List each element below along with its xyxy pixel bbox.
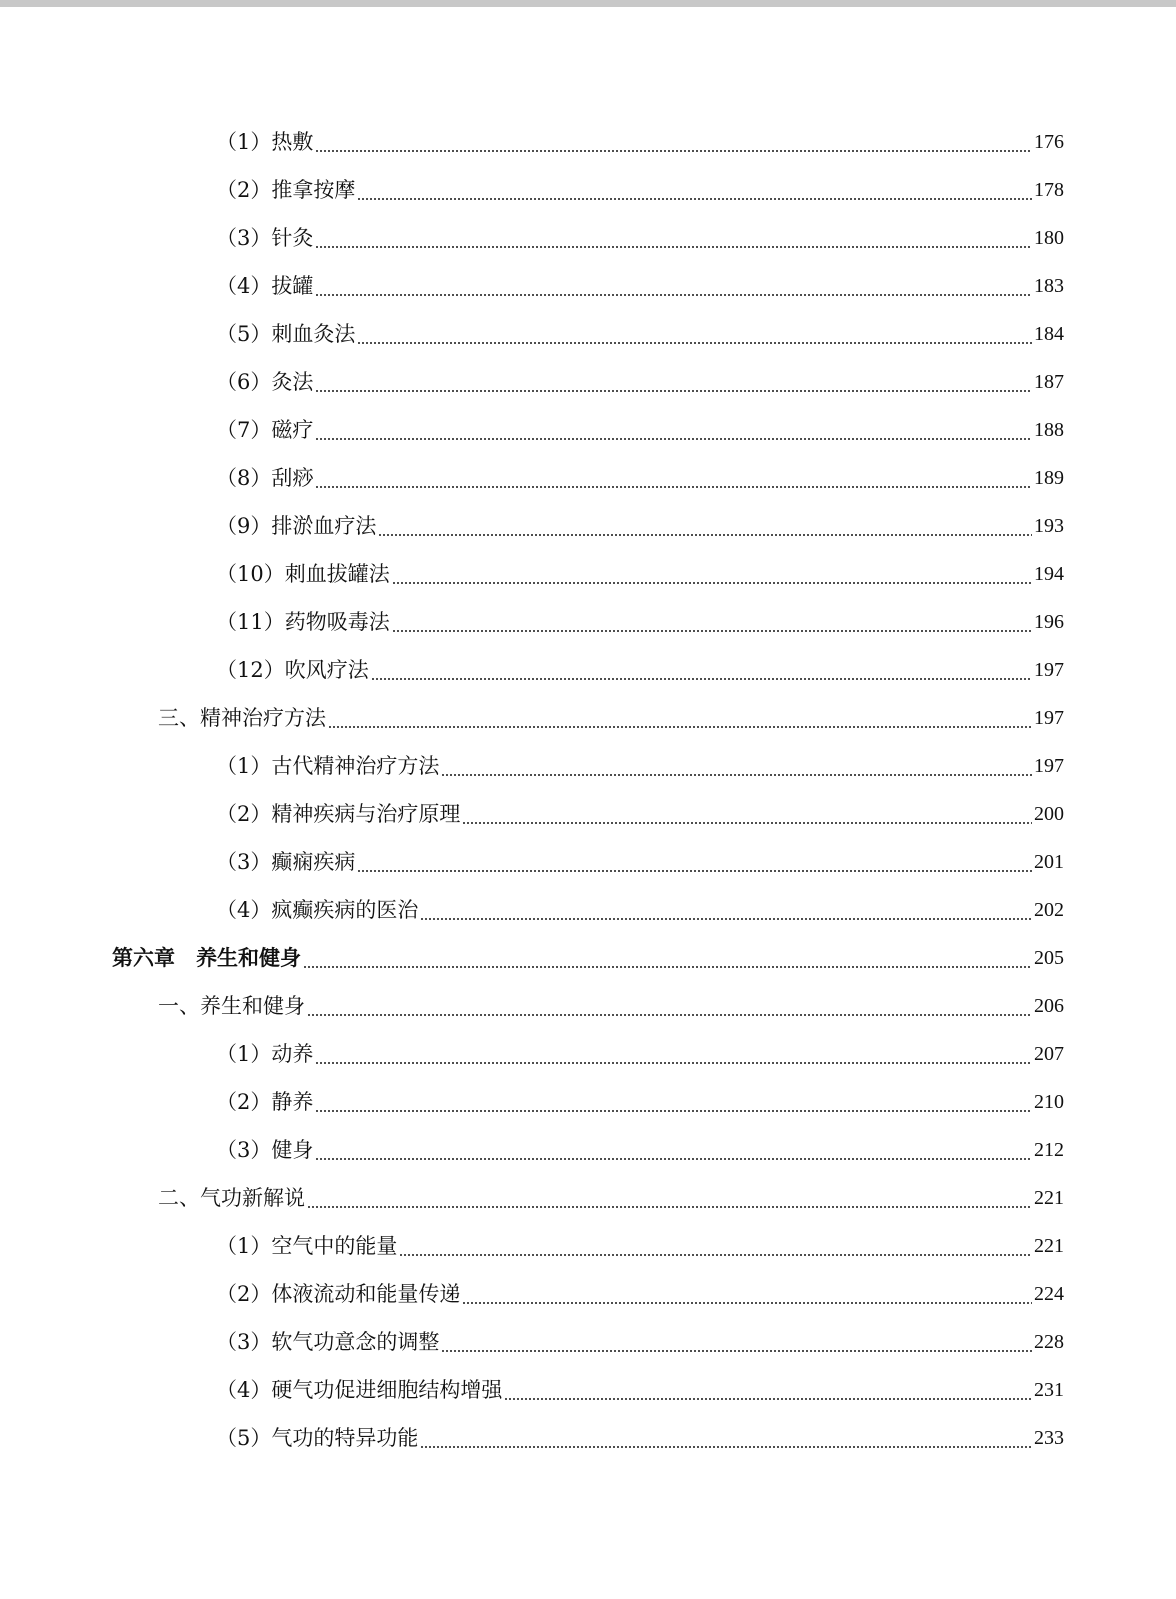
toc-entry-page: 188 xyxy=(1034,419,1064,441)
toc-entry-page: 193 xyxy=(1034,515,1064,537)
toc-entry xyxy=(0,1318,1176,1366)
toc-entry-title: （2）静养 xyxy=(216,1090,314,1114)
toc-entry xyxy=(0,1078,1176,1126)
toc-entry-page: 228 xyxy=(1034,1331,1064,1353)
dot-leader xyxy=(315,1062,1032,1064)
dot-leader xyxy=(392,582,1032,584)
toc-entry xyxy=(0,502,1176,550)
toc-entry xyxy=(0,1222,1176,1270)
toc-entry-page: 180 xyxy=(1034,227,1064,249)
toc-entry xyxy=(0,310,1176,358)
toc-entry-title: （4）硬气功促进细胞结构增强 xyxy=(216,1378,503,1402)
toc-entry-title: （5）刺血灸法 xyxy=(216,322,356,346)
toc-entry-title: （1）动养 xyxy=(216,1042,314,1066)
dot-leader xyxy=(420,918,1032,920)
toc-entry xyxy=(0,214,1176,262)
toc-section-entry xyxy=(0,982,1176,1030)
toc-entry-title: （3）癫痫疾病 xyxy=(216,850,356,874)
toc-entry-page: 197 xyxy=(1034,755,1064,777)
toc-entry-title: （2）推拿按摩 xyxy=(216,178,356,202)
toc-entry-title: （3）软气功意念的调整 xyxy=(216,1330,440,1354)
dot-leader xyxy=(307,1014,1032,1016)
dot-leader xyxy=(420,1446,1032,1448)
toc-entry-page: 201 xyxy=(1034,851,1064,873)
toc-section-entry xyxy=(0,1174,1176,1222)
toc-entry xyxy=(0,742,1176,790)
toc-entry xyxy=(0,598,1176,646)
dot-leader xyxy=(392,630,1032,632)
toc-entry-page: 183 xyxy=(1034,275,1064,297)
toc-entry-page: 202 xyxy=(1034,899,1064,921)
toc-entry-title: 第六章 养生和健身 xyxy=(112,945,301,970)
dot-leader xyxy=(399,1254,1032,1256)
toc-entry-title: （3）针灸 xyxy=(216,226,314,250)
toc-entry-title: （1）古代精神治疗方法 xyxy=(216,754,440,778)
dot-leader xyxy=(378,534,1032,536)
toc-entry-page: 205 xyxy=(1034,947,1064,969)
toc-entry-title: （2）体液流动和能量传递 xyxy=(216,1282,461,1306)
toc-entry-title: （11）药物吸毒法 xyxy=(216,610,390,634)
dot-leader xyxy=(315,438,1032,440)
dot-leader xyxy=(303,966,1032,968)
dot-leader xyxy=(307,1206,1032,1208)
toc-entry-title: （12）吹风疗法 xyxy=(216,658,369,682)
toc-entry-title: 二、气功新解说 xyxy=(158,1186,305,1210)
toc-entry-page: 210 xyxy=(1034,1091,1064,1113)
toc-entry-page: 200 xyxy=(1034,803,1064,825)
toc-entry xyxy=(0,838,1176,886)
toc-entry-page: 194 xyxy=(1034,563,1064,585)
toc-entry xyxy=(0,550,1176,598)
dot-leader xyxy=(328,726,1032,728)
dot-leader xyxy=(504,1398,1032,1400)
toc-entry xyxy=(0,358,1176,406)
dot-leader xyxy=(441,774,1032,776)
toc-entry xyxy=(0,406,1176,454)
toc-entry xyxy=(0,1270,1176,1318)
page-top-border xyxy=(0,0,1176,7)
dot-leader xyxy=(357,198,1032,200)
dot-leader xyxy=(371,678,1032,680)
toc-entry xyxy=(0,262,1176,310)
toc-entry-title: （5）气功的特异功能 xyxy=(216,1426,419,1450)
toc-entry-page: 231 xyxy=(1034,1379,1064,1401)
toc-entry-title: （4）疯癫疾病的医治 xyxy=(216,898,419,922)
dot-leader xyxy=(441,1350,1032,1352)
toc-entry xyxy=(0,1126,1176,1174)
toc-entry-page: 197 xyxy=(1034,707,1064,729)
toc-entry-title: （2）精神疾病与治疗原理 xyxy=(216,802,461,826)
toc-entry-page: 221 xyxy=(1034,1235,1064,1257)
toc-entry-title: （1）热敷 xyxy=(216,130,314,154)
dot-leader xyxy=(462,822,1032,824)
toc-entry-page: 233 xyxy=(1034,1427,1064,1449)
toc-entry xyxy=(0,118,1176,166)
toc-entry xyxy=(0,454,1176,502)
toc-entry-page: 206 xyxy=(1034,995,1064,1017)
toc-entry xyxy=(0,1030,1176,1078)
dot-leader xyxy=(357,870,1032,872)
toc-entry-page: 221 xyxy=(1034,1187,1064,1209)
toc-entry-page: 189 xyxy=(1034,467,1064,489)
toc-entry xyxy=(0,166,1176,214)
toc-chapter-entry xyxy=(0,934,1176,982)
toc-entry xyxy=(0,886,1176,934)
toc-entry-title: （10）刺血拔罐法 xyxy=(216,562,390,586)
dot-leader xyxy=(357,342,1032,344)
toc-entry-page: 224 xyxy=(1034,1283,1064,1305)
toc-entry-title: （1）空气中的能量 xyxy=(216,1234,398,1258)
toc-entry xyxy=(0,790,1176,838)
toc-entry xyxy=(0,1366,1176,1414)
toc-entry-title: （9）排淤血疗法 xyxy=(216,514,377,538)
dot-leader xyxy=(315,246,1032,248)
toc-entry-title: （6）灸法 xyxy=(216,370,314,394)
dot-leader xyxy=(315,294,1032,296)
toc-entry-page: 178 xyxy=(1034,179,1064,201)
toc-entry-page: 184 xyxy=(1034,323,1064,345)
toc-section-entry xyxy=(0,694,1176,742)
dot-leader xyxy=(315,1110,1032,1112)
toc-entry-page: 176 xyxy=(1034,131,1064,153)
toc-entry-page: 207 xyxy=(1034,1043,1064,1065)
dot-leader xyxy=(462,1302,1032,1304)
toc-entry-page: 197 xyxy=(1034,659,1064,681)
toc-entry-title: （3）健身 xyxy=(216,1138,314,1162)
dot-leader xyxy=(315,1158,1032,1160)
toc-entry-title: 一、养生和健身 xyxy=(158,994,305,1018)
toc-entry-page: 187 xyxy=(1034,371,1064,393)
toc-entry-title: （4）拔罐 xyxy=(216,274,314,298)
dot-leader xyxy=(315,390,1032,392)
toc-entry-title: （8）刮痧 xyxy=(216,466,314,490)
toc-entry xyxy=(0,646,1176,694)
toc-entry xyxy=(0,1414,1176,1462)
table-of-contents xyxy=(0,118,1176,1462)
toc-entry-page: 196 xyxy=(1034,611,1064,633)
toc-entry-page: 212 xyxy=(1034,1139,1064,1161)
dot-leader xyxy=(315,486,1032,488)
toc-entry-title: 三、精神治疗方法 xyxy=(158,706,326,730)
dot-leader xyxy=(315,150,1032,152)
toc-entry-title: （7）磁疗 xyxy=(216,418,314,442)
